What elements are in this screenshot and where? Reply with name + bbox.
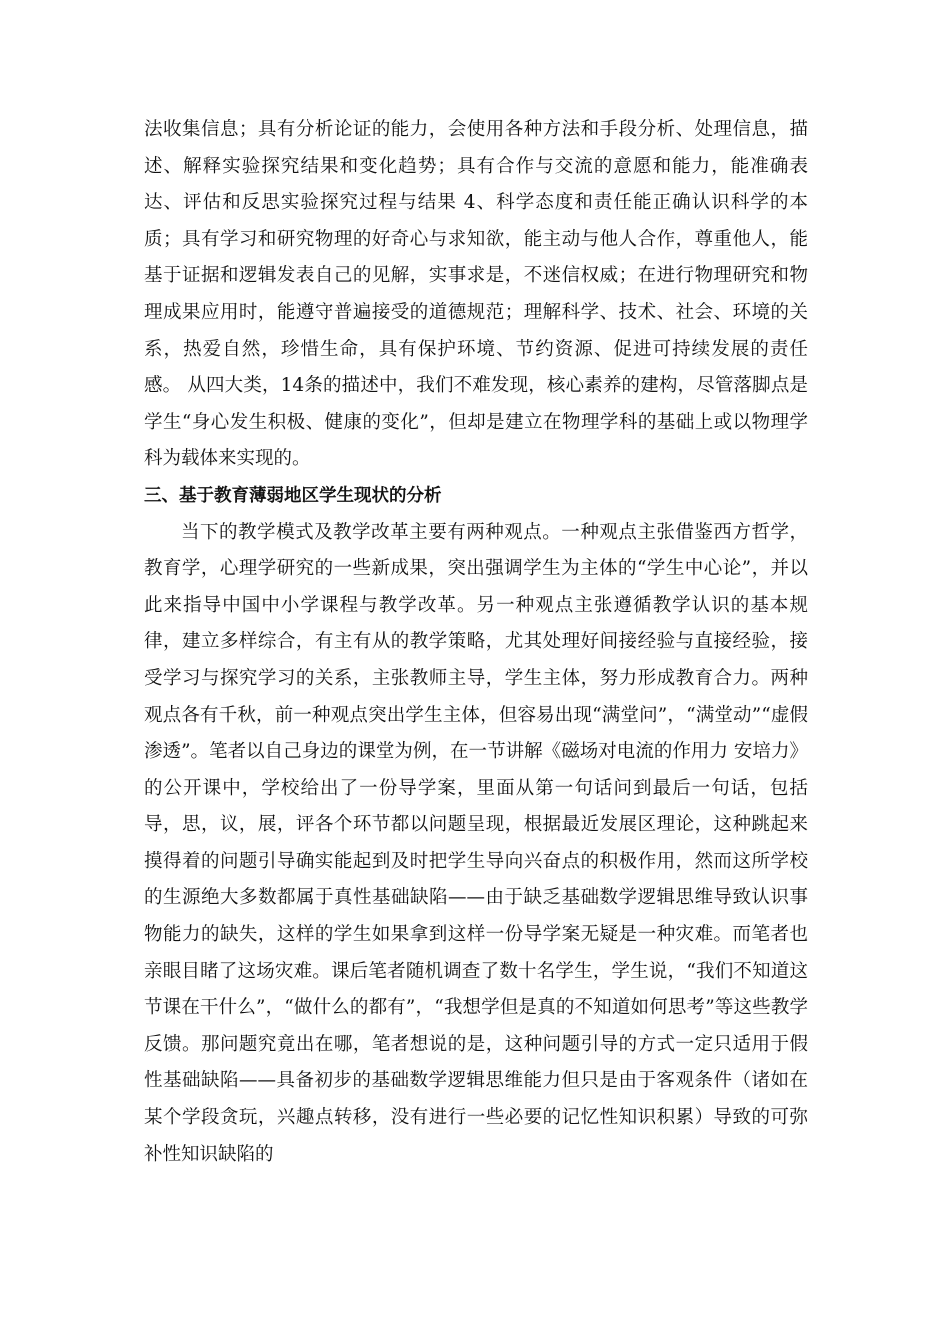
document-page bbox=[144, 112, 808, 1173]
body-paragraph: 当下的教学模式及教学改革主要有两种观点。一种观点主张借鉴西方哲学，教育学，心理学研究的一些新成果，突出强调学生为主体的“学生中心论”，并以此来指导中国中小学课程与教学改革。另一种观点主张遵循教学认识的基本规律，建立多样综合，有主有从的教学策略，尤其处理好间接经验与直接经验，接受学习与探究学习的关系，主张教师主导，学生主体，努力形成教育合力。两种观点各有千秋，前一种观点突出学生主体，但容易出现“满堂问”，“满堂动”“虚假渗透”。笔者以自己身边的课堂为例，在一节讲解《磁场对电流的作用力 安培力》的公开课中，学校给出了一份导学案，里面从第一句话问到最后一句话，包括导，思，议，展，评各个环节都以问题呈现，根据最近发展区理论，这种跳起来摸得着的问题引导确实能起到及时把学生导向兴奋点的积极作用，然而这所学校的生源绝大多数都属于真性基础缺陷——由于缺乏基础数学逻辑思维导致认识事物能力的缺失，这样的学生如果拿到这样一份导学案无疑是一种灾难。而笔者也亲眼目睹了这场灾难。课后笔者随机调查了数十名学生，学生说，“我们不知道这节课在干什么”，“做什么的都有”，“我想学但是真的不知道如何思考”等这些教学反馈。那问题究竟出在哪，笔者想说的是，这种问题引导的方式一定只适用于假性基础缺陷——具备初步的基础数学逻辑思维能力但只是由于客观条件（诸如在某个学段贪玩，兴趣点转移，没有进行一些必要的记忆性知识积累）导致的可弥补性知识缺陷的 bbox=[144, 521, 808, 1165]
body-paragraph-continued: 法收集信息；具有分析论证的能力，会使用各种方法和手段分析、处理信息，描述、解释实验探究结果和变化趋势；具有合作与交流的意愿和能力，能准确表达、评估和反思实验探究过程与结果 4、科学态度和责任能正确认识科学的本质；具有学习和研究物理的好奇心与求知欲，能主动与他人合作，尊重他人，能基于证据和逻辑发表自己的见解，实事求是，不迷信权威；在进行物理研究和物理成果应用时，能遵守普遍接受的道德规范；理解科学、技术、社会、环境的关系，热爱自然，珍惜生命，具有保护环境、节约资源、促进可持续发展的责任感。 从四大类，14条的描述中，我们不难发现，核心素养的建构，尽管落脚点是学生“身心发生积极、健康的变化”，但却是建立在物理学科的基础上或以物理学科为载体来实现的。 bbox=[144, 119, 808, 470]
section-heading: 三、基于教育薄弱地区学生现状的分析 bbox=[144, 485, 442, 506]
